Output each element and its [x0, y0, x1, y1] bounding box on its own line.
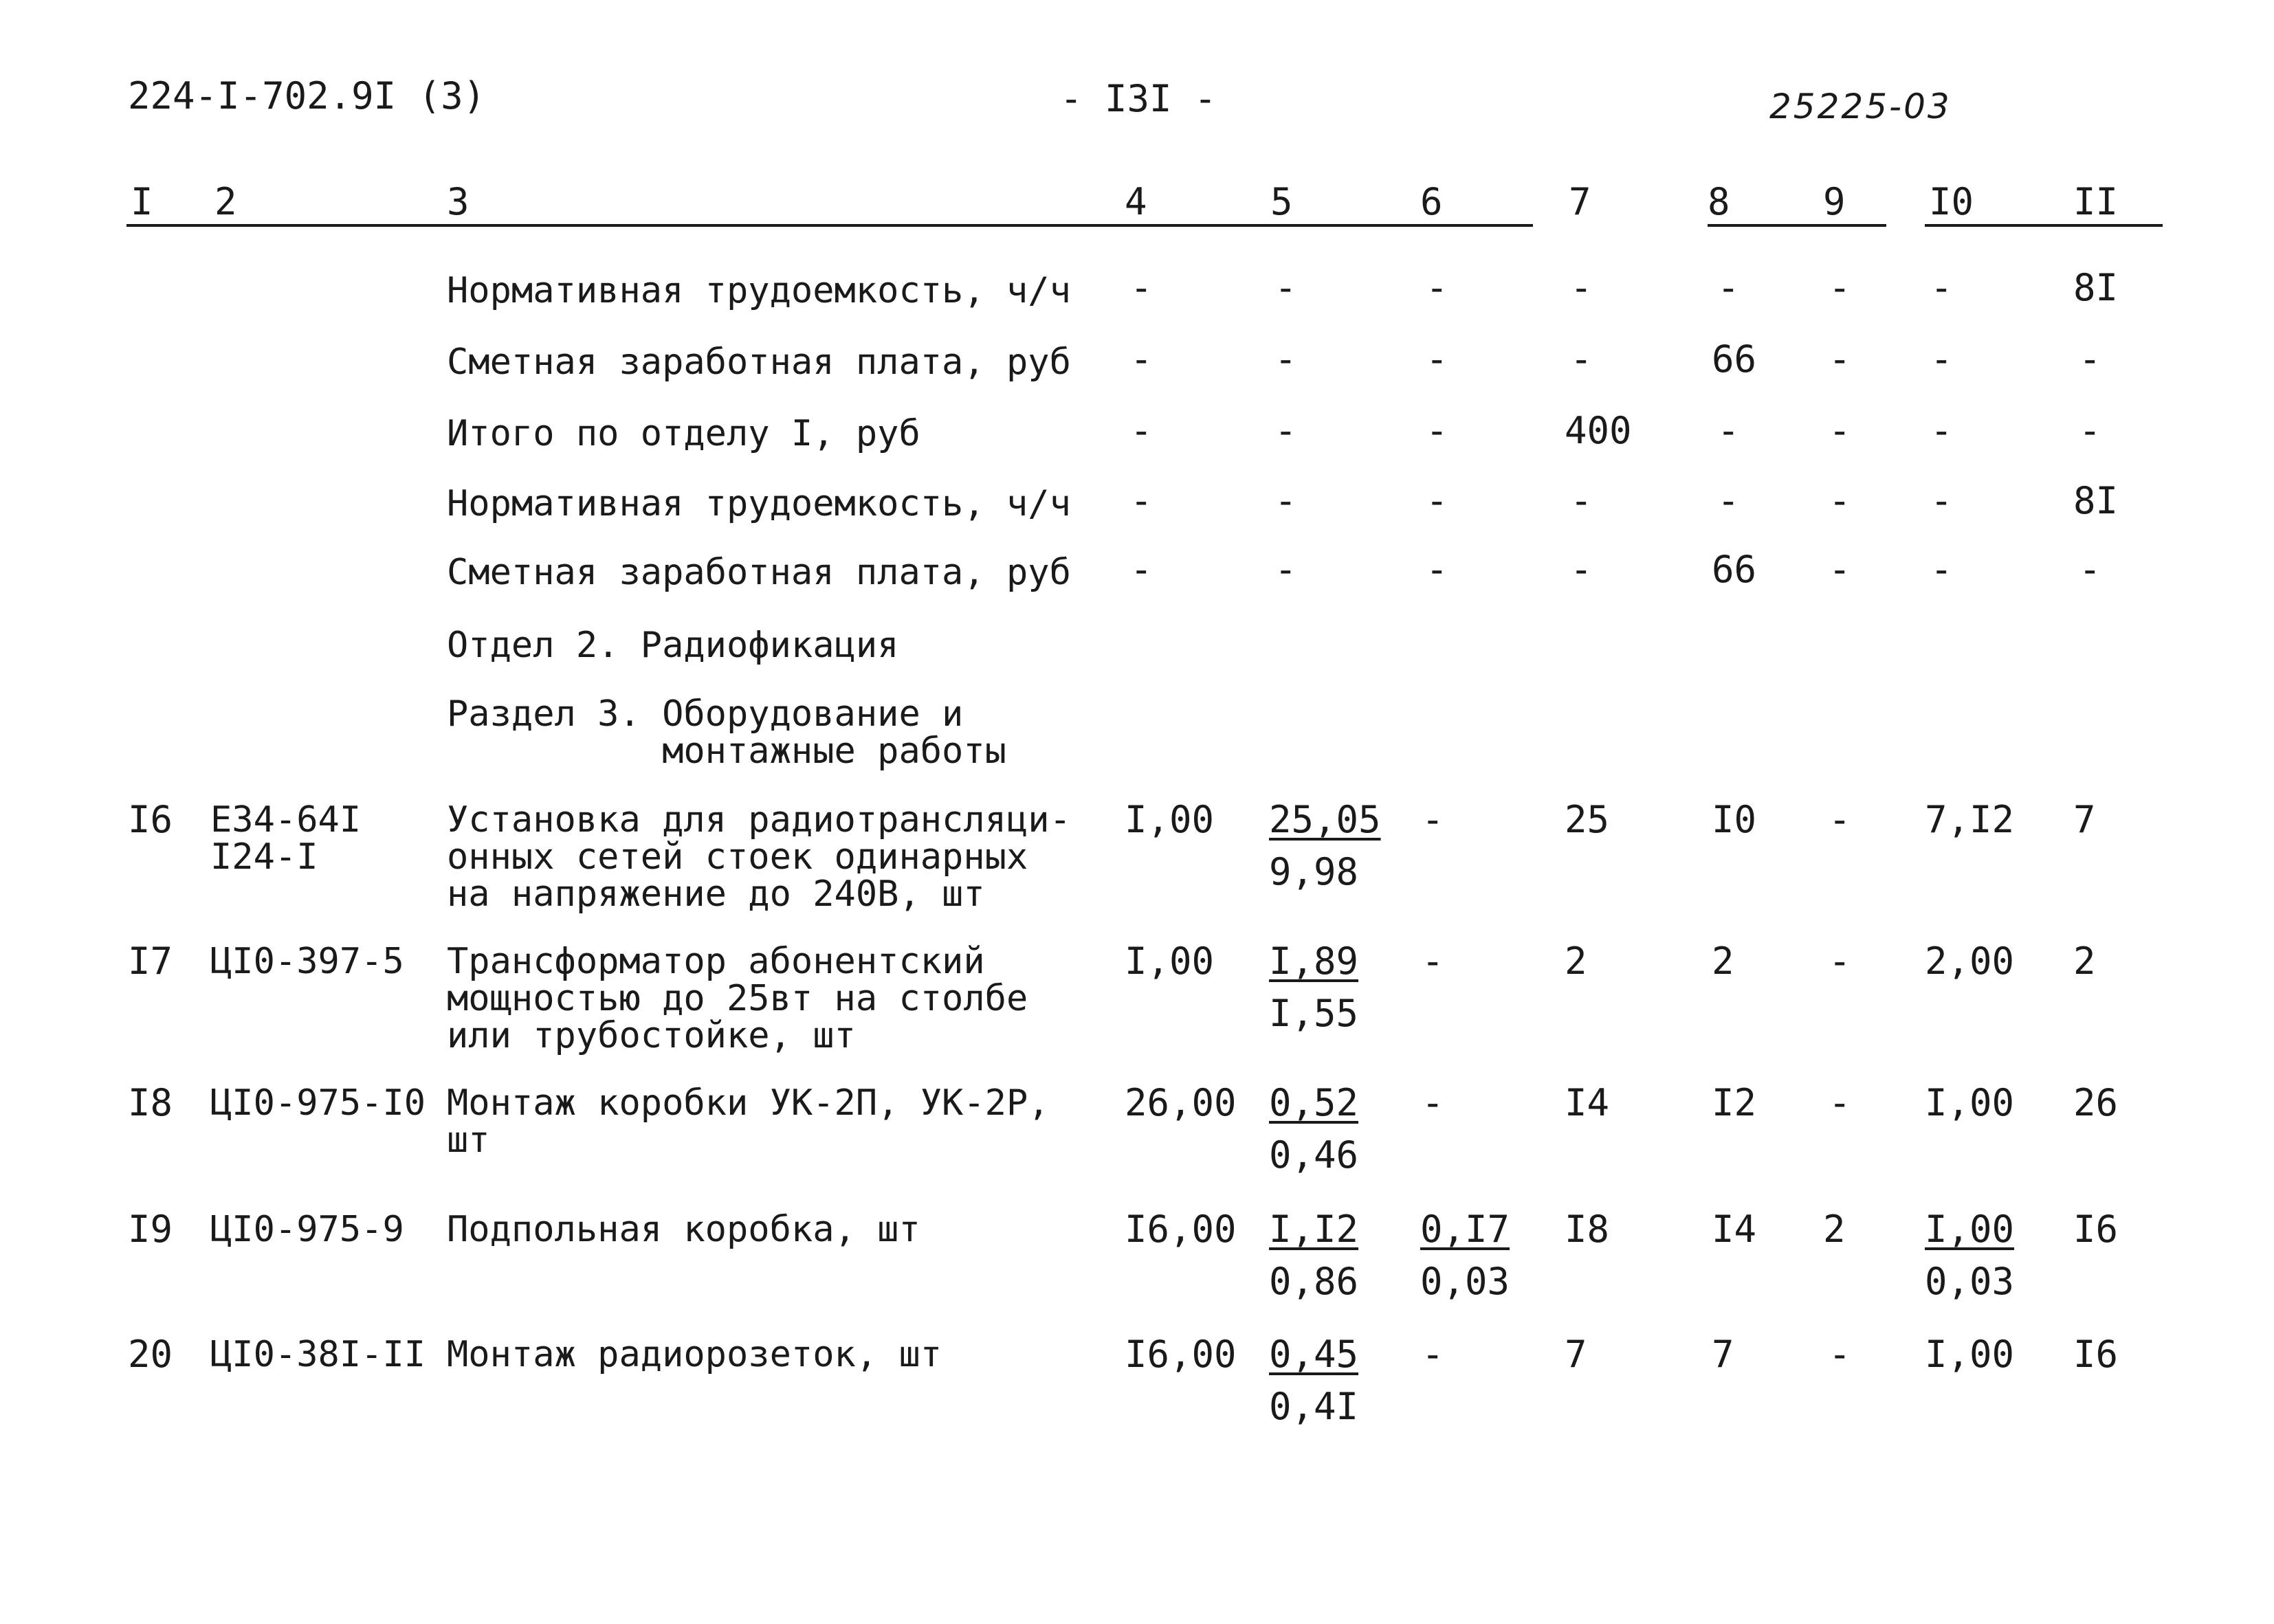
summary-cell: - — [1829, 548, 1851, 591]
item-labor-total: I6 — [2073, 1208, 2119, 1251]
item-labor-rate: I,00 — [1925, 1208, 2015, 1251]
item-labor-rate: I,00 — [1925, 1333, 2015, 1376]
item-number: I7 — [128, 939, 173, 983]
item-code: Е34-64I I24-I — [210, 799, 362, 878]
summary-cell: - — [2079, 548, 2101, 591]
section-title: Раздел 3. Оборудование и монтажные работы — [447, 693, 1006, 772]
item-machine-cost: - — [1422, 939, 1444, 983]
column-number: 7 — [1569, 180, 1591, 223]
item-cost-wages: I,55 — [1269, 992, 1359, 1035]
summary-cell: - — [1130, 479, 1153, 522]
item-machine-cost: - — [1422, 1333, 1444, 1376]
item-quantity: I,00 — [1125, 939, 1215, 983]
item-code: ЦI0-975-I0 — [210, 1082, 426, 1124]
summary-cell: - — [1930, 266, 1953, 309]
summary-cell: - — [1930, 337, 1953, 381]
summary-cell: - — [1130, 409, 1153, 452]
item-description: Монтаж коробки УК-2П, УК-2Р, шт — [447, 1082, 1050, 1161]
item-labor-rate: 7,I2 — [1925, 798, 2015, 841]
item-total: I4 — [1565, 1081, 1610, 1124]
summary-cell: - — [1274, 337, 1297, 381]
summary-cell: - — [2079, 337, 2101, 381]
item-quantity: I6,00 — [1125, 1333, 1237, 1376]
summary-cell: 66 — [1712, 548, 1757, 591]
item-total: 25 — [1565, 798, 1610, 841]
item-cost-wages: 9,98 — [1269, 850, 1359, 893]
summary-cell: - — [1130, 266, 1153, 309]
item-wages-total: 7 — [1712, 1333, 1734, 1376]
archive-stamp: 25225-03 — [1769, 87, 1952, 126]
summary-cell: - — [1274, 409, 1297, 452]
item-description: Установка для радиотрансляци- онных сетей стоек одинарных на напряжение до 240В, шт — [447, 799, 1071, 915]
document-code: 224-I-702.9I (3) — [128, 74, 486, 118]
item-quantity: 26,00 — [1125, 1081, 1237, 1124]
item-cost-total: 25,05 — [1269, 798, 1381, 841]
page-number: - I3I - — [1060, 77, 1217, 120]
item-code: ЦI0-38I-II — [210, 1334, 426, 1375]
summary-cell: - — [1426, 409, 1448, 452]
summary-cell: - — [1829, 409, 1851, 452]
item-quantity: I,00 — [1125, 798, 1215, 841]
item-machine-cost: 0,I7 — [1420, 1208, 1510, 1251]
item-labor-total: 26 — [2073, 1081, 2119, 1124]
item-wages-total: I0 — [1712, 798, 1757, 841]
item-description: Трансформатор абонентский мощностью до 25вт на столбе или трубостойке, шт — [447, 941, 1028, 1056]
item-col9: - — [1829, 1081, 1851, 1124]
header-rule — [126, 224, 1533, 227]
item-labor-rate: 2,00 — [1925, 939, 2015, 983]
summary-cell: - — [2079, 409, 2101, 452]
column-number: 8 — [1708, 180, 1730, 223]
summary-cell: - — [1829, 266, 1851, 309]
summary-cell: - — [1426, 548, 1448, 591]
summary-cell: 400 — [1565, 409, 1632, 452]
summary-cell: 8I — [2073, 266, 2119, 309]
item-labor-total: 2 — [2073, 939, 2096, 983]
item-cost-wages: 0,86 — [1269, 1260, 1359, 1303]
column-number: 5 — [1270, 180, 1293, 223]
summary-cell: - — [1274, 266, 1297, 309]
item-machine-cost: - — [1422, 798, 1444, 841]
column-number: 4 — [1125, 180, 1147, 223]
summary-cell: - — [1570, 337, 1593, 381]
summary-cell: - — [1930, 479, 1953, 522]
item-total: 7 — [1565, 1333, 1587, 1376]
item-code: ЦI0-397-5 — [210, 941, 404, 982]
summary-cell: - — [1930, 409, 1953, 452]
summary-cell: - — [1717, 479, 1740, 522]
item-labor-total: I6 — [2073, 1333, 2119, 1376]
summary-label: Нормативная трудоемкость, ч/ч — [447, 270, 1071, 311]
column-number: I — [131, 180, 153, 223]
summary-label: Итого по отделу I, руб — [447, 413, 920, 454]
summary-cell: - — [1426, 479, 1448, 522]
item-col9: - — [1829, 1333, 1851, 1376]
column-number: I0 — [1929, 180, 1974, 223]
item-machine-cost: - — [1422, 1081, 1444, 1124]
summary-cell: - — [1130, 548, 1153, 591]
item-cost-wages: 0,4I — [1269, 1385, 1359, 1428]
summary-cell: 66 — [1712, 337, 1757, 381]
item-total: I8 — [1565, 1208, 1610, 1251]
item-labor-total: 7 — [2073, 798, 2096, 841]
summary-cell: - — [1426, 337, 1448, 381]
item-number: I6 — [128, 798, 173, 841]
summary-cell: - — [1570, 266, 1593, 309]
item-cost-total: I,I2 — [1269, 1208, 1359, 1251]
item-labor-rate-machine: 0,03 — [1925, 1260, 2015, 1303]
summary-cell: - — [1130, 337, 1153, 381]
item-cost-total: I,89 — [1269, 939, 1359, 983]
item-col9: 2 — [1823, 1208, 1846, 1251]
summary-cell: - — [1570, 479, 1593, 522]
item-labor-rate: I,00 — [1925, 1081, 2015, 1124]
header-rule — [1925, 224, 2163, 227]
item-cost-total: 0,45 — [1269, 1333, 1359, 1376]
item-total: 2 — [1565, 939, 1587, 983]
summary-cell: - — [1829, 479, 1851, 522]
column-number: II — [2073, 180, 2119, 223]
item-cost-wages: 0,46 — [1269, 1133, 1359, 1177]
item-description: Подпольная коробка, шт — [447, 1209, 920, 1250]
department-title: Отдел 2. Радиофикация — [447, 625, 899, 666]
item-number: I8 — [128, 1081, 173, 1124]
item-wages-total: I4 — [1712, 1208, 1757, 1251]
item-number: 20 — [128, 1333, 173, 1376]
summary-cell: - — [1570, 548, 1593, 591]
item-wages-total: 2 — [1712, 939, 1734, 983]
summary-cell: - — [1274, 479, 1297, 522]
column-number: 9 — [1823, 180, 1846, 223]
summary-label: Нормативная трудоемкость, ч/ч — [447, 483, 1071, 524]
summary-cell: - — [1829, 337, 1851, 381]
column-number: 6 — [1420, 180, 1443, 223]
item-code: ЦI0-975-9 — [210, 1209, 404, 1250]
item-col9: - — [1829, 939, 1851, 983]
column-number: 2 — [214, 180, 237, 223]
item-col9: - — [1829, 798, 1851, 841]
header-rule — [1708, 224, 1886, 227]
summary-cell: - — [1717, 409, 1740, 452]
summary-label: Сметная заработная плата, руб — [447, 552, 1071, 593]
summary-label: Сметная заработная плата, руб — [447, 342, 1071, 383]
item-machine-wages: 0,03 — [1420, 1260, 1510, 1303]
item-wages-total: I2 — [1712, 1081, 1757, 1124]
summary-cell: - — [1274, 548, 1297, 591]
item-cost-total: 0,52 — [1269, 1081, 1359, 1124]
summary-cell: - — [1930, 548, 1953, 591]
summary-cell: - — [1717, 266, 1740, 309]
summary-cell: - — [1426, 266, 1448, 309]
column-number: 3 — [447, 180, 470, 223]
item-description: Монтаж радиорозеток, шт — [447, 1334, 942, 1375]
item-quantity: I6,00 — [1125, 1208, 1237, 1251]
item-number: I9 — [128, 1208, 173, 1251]
summary-cell: 8I — [2073, 479, 2119, 522]
